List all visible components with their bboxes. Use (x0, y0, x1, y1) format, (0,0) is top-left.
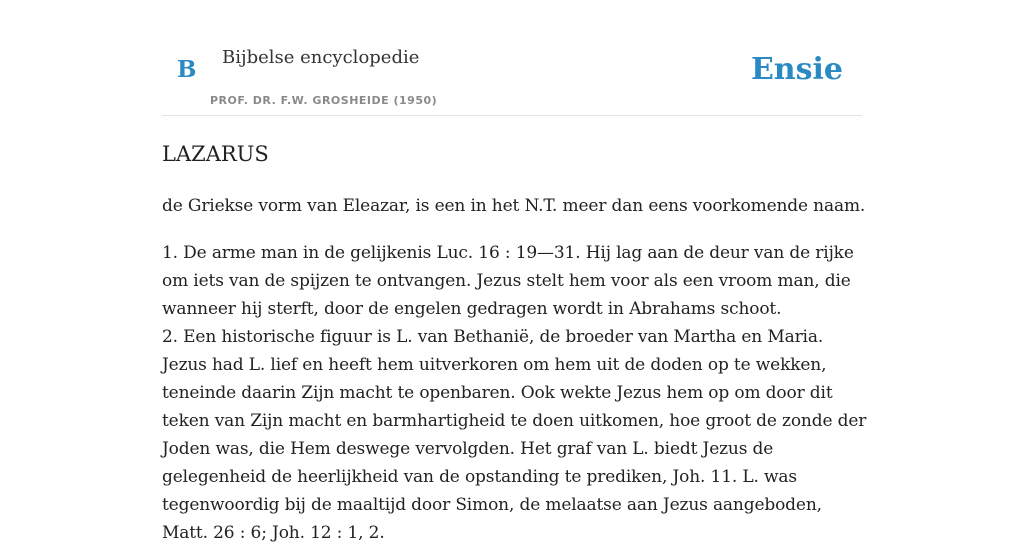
article-point-2: 2. Een historische figuur is L. van Bethanië, de broeder van Martha en Maria. Jezus had L. lief en heeft hem uitverkoren om hem uit de doden op te wekken, teneinde daarin Zijn macht te openbaren. Ook wekte Jezus hem op om door dit teken van Zijn macht en barmhartigheid te doen uitkomen, hoe groot de zonde der Joden was, die Hem deswege vervolgden. Het graf van L. biedt Jezus de gelegenheid de heerlijkheid van de opstanding te prediken, Joh. 11. L. was tegenwoordig bij de maaltijd door Simon, de melaatse aan Jezus aangeboden, Matt. 26 : 6; Joh. 12 : 1, 2. (162, 327, 867, 543)
article-intro: de Griekse vorm van Eleazar, is een in het N.T. meer dan eens voorkomende naam. (162, 196, 866, 216)
header (162, 0, 862, 116)
article-point-1: 1. De arme man in de gelijkenis Luc. 16 : 19—31. Hij lag aan de deur van de rijke om iets van de spijzen te ontvangen. Jezus stelt hem voor als een vroom man, die wanneer hij sterft, door de engelen gedragen wordt in Abrahams schoot. (162, 243, 854, 319)
article-body (162, 239, 867, 547)
book-author: PROF. DR. F.W. GROSHEIDE (1950) (210, 94, 438, 107)
article (162, 138, 867, 547)
book-title-link[interactable]: Bijbelse encyclopedie (222, 47, 420, 68)
book-logo-letter[interactable]: B (177, 56, 197, 83)
brand-logo[interactable]: Ensie (750, 52, 843, 87)
article-title: LAZARUS (162, 142, 269, 166)
